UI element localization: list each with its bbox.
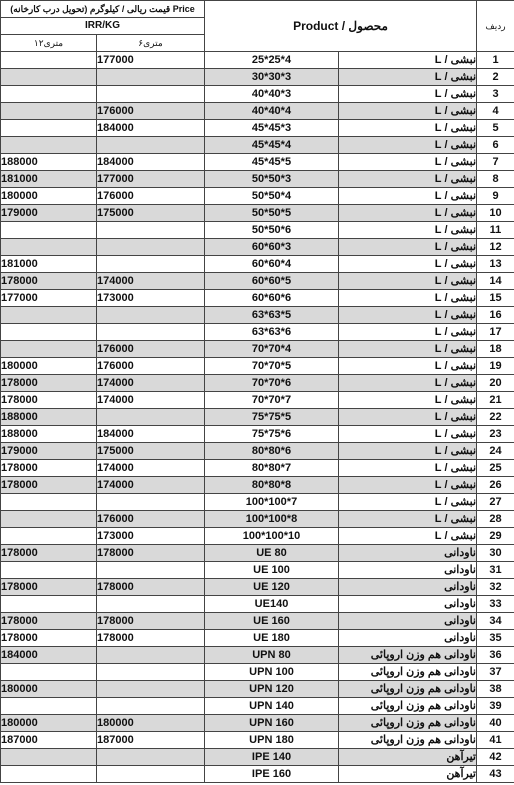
row-number-header: ردیف <box>477 1 514 52</box>
price-6m-cell <box>97 86 205 103</box>
product-name-cell: نبشی / L <box>339 477 477 494</box>
product-size-cell: 75*75*6 <box>205 426 339 443</box>
table-row <box>1 205 514 222</box>
product-name-cell: ناودانی <box>339 545 477 562</box>
price-12m-cell: 178000 <box>1 477 97 494</box>
table-row <box>1 562 514 579</box>
price-6m-cell: 174000 <box>97 460 205 477</box>
row-number-cell: 4 <box>477 103 514 120</box>
product-name-cell: نبشی / L <box>339 290 477 307</box>
row-number-cell: 41 <box>477 732 514 749</box>
price-12m-cell <box>1 341 97 358</box>
product-size-cell: 50*50*3 <box>205 171 339 188</box>
row-number-cell: 36 <box>477 647 514 664</box>
header-row-1 <box>1 1 514 18</box>
row-number-cell: 12 <box>477 239 514 256</box>
product-name-cell: نبشی / L <box>339 324 477 341</box>
row-number-cell: 30 <box>477 545 514 562</box>
price-6m-cell: 178000 <box>97 613 205 630</box>
product-size-cell: UPN 160 <box>205 715 339 732</box>
price-12m-cell: 177000 <box>1 290 97 307</box>
product-name-cell: نبشی / L <box>339 273 477 290</box>
length-12m-header: ۱۲متری <box>1 35 97 52</box>
table-row <box>1 341 514 358</box>
table-row <box>1 749 514 766</box>
price-12m-cell: 178000 <box>1 545 97 562</box>
product-size-cell: 60*60*6 <box>205 290 339 307</box>
row-number-cell: 7 <box>477 154 514 171</box>
row-number-cell: 16 <box>477 307 514 324</box>
price-6m-cell <box>97 562 205 579</box>
row-number-cell: 6 <box>477 137 514 154</box>
row-number-cell: 5 <box>477 120 514 137</box>
product-name-cell: نبشی / L <box>339 222 477 239</box>
price-6m-cell: 174000 <box>97 273 205 290</box>
table-row <box>1 222 514 239</box>
price-12m-cell: 178000 <box>1 375 97 392</box>
product-name-cell: تیرآهن <box>339 766 477 783</box>
price-12m-cell <box>1 664 97 681</box>
price-12m-cell <box>1 222 97 239</box>
product-size-cell: UPN 180 <box>205 732 339 749</box>
row-number-cell: 39 <box>477 698 514 715</box>
product-size-cell: 50*50*5 <box>205 205 339 222</box>
product-size-cell: 80*80*7 <box>205 460 339 477</box>
table-row <box>1 664 514 681</box>
price-12m-cell: 178000 <box>1 392 97 409</box>
row-number-cell: 26 <box>477 477 514 494</box>
product-size-cell: IPE 160 <box>205 766 339 783</box>
product-name-cell: نبشی / L <box>339 341 477 358</box>
price-6m-cell: 178000 <box>97 630 205 647</box>
price-12m-cell <box>1 239 97 256</box>
price-12m-cell: 178000 <box>1 579 97 596</box>
price-6m-cell: 174000 <box>97 392 205 409</box>
row-number-cell: 17 <box>477 324 514 341</box>
product-name-cell: نبشی / L <box>339 103 477 120</box>
table-row <box>1 137 514 154</box>
row-number-cell: 25 <box>477 460 514 477</box>
product-size-cell: 60*60*4 <box>205 256 339 273</box>
price-12m-cell <box>1 494 97 511</box>
product-size-cell: 40*40*3 <box>205 86 339 103</box>
price-6m-cell: 180000 <box>97 715 205 732</box>
product-size-cell: 100*100*8 <box>205 511 339 528</box>
product-name-cell: نبشی / L <box>339 426 477 443</box>
price-12m-cell: 180000 <box>1 358 97 375</box>
price-6m-cell: 184000 <box>97 426 205 443</box>
table-row <box>1 698 514 715</box>
product-size-cell: 45*45*5 <box>205 154 339 171</box>
row-number-cell: 38 <box>477 681 514 698</box>
row-number-cell: 43 <box>477 766 514 783</box>
product-name-cell: نبشی / L <box>339 154 477 171</box>
product-size-cell: 63*63*6 <box>205 324 339 341</box>
table-row <box>1 613 514 630</box>
price-12m-cell: 188000 <box>1 409 97 426</box>
row-number-cell: 32 <box>477 579 514 596</box>
product-size-cell: UPN 80 <box>205 647 339 664</box>
row-number-cell: 23 <box>477 426 514 443</box>
product-name-cell: ناودانی <box>339 596 477 613</box>
price-6m-cell <box>97 137 205 154</box>
price-6m-cell: 178000 <box>97 579 205 596</box>
price-6m-cell: 184000 <box>97 120 205 137</box>
price-header: قیمت ریالی / کیلوگرم (تحویل درب کارخانه) Price <box>1 1 205 18</box>
product-name-cell: نبشی / L <box>339 137 477 154</box>
product-size-cell: 60*60*5 <box>205 273 339 290</box>
price-6m-cell: 173000 <box>97 290 205 307</box>
price-6m-cell <box>97 324 205 341</box>
table-row <box>1 52 514 69</box>
price-12m-cell <box>1 511 97 528</box>
price-12m-cell <box>1 137 97 154</box>
product-name-cell: ناودانی هم وزن اروپائی <box>339 732 477 749</box>
row-number-cell: 24 <box>477 443 514 460</box>
product-name-cell: نبشی / L <box>339 375 477 392</box>
price-6m-cell: 176000 <box>97 103 205 120</box>
product-name-cell: نبشی / L <box>339 52 477 69</box>
table-row <box>1 545 514 562</box>
product-size-cell: 50*50*4 <box>205 188 339 205</box>
table-row <box>1 307 514 324</box>
table-row <box>1 579 514 596</box>
product-name-cell: ناودانی <box>339 613 477 630</box>
product-header: Product / محصول <box>205 1 477 52</box>
product-name-cell: ناودانی <box>339 579 477 596</box>
price-6m-cell: 174000 <box>97 375 205 392</box>
table-row <box>1 443 514 460</box>
table-row <box>1 477 514 494</box>
row-number-cell: 21 <box>477 392 514 409</box>
product-size-cell: 60*60*3 <box>205 239 339 256</box>
row-number-cell: 42 <box>477 749 514 766</box>
product-size-cell: IPE 140 <box>205 749 339 766</box>
price-12m-cell: 178000 <box>1 273 97 290</box>
table-row <box>1 273 514 290</box>
table-row <box>1 596 514 613</box>
table-row <box>1 630 514 647</box>
row-number-cell: 40 <box>477 715 514 732</box>
product-size-cell: 45*45*3 <box>205 120 339 137</box>
price-6m-cell: 175000 <box>97 205 205 222</box>
price-6m-cell <box>97 664 205 681</box>
price-6m-cell: 176000 <box>97 188 205 205</box>
table-row <box>1 290 514 307</box>
price-12m-cell: 181000 <box>1 256 97 273</box>
price-6m-cell: 175000 <box>97 443 205 460</box>
table-row <box>1 409 514 426</box>
price-12m-cell: 184000 <box>1 647 97 664</box>
price-6m-cell <box>97 494 205 511</box>
row-number-cell: 20 <box>477 375 514 392</box>
product-name-cell: ناودانی <box>339 562 477 579</box>
row-number-cell: 37 <box>477 664 514 681</box>
product-size-cell: 70*70*7 <box>205 392 339 409</box>
product-name-cell: نبشی / L <box>339 86 477 103</box>
price-6m-cell: 178000 <box>97 545 205 562</box>
product-size-cell: UE 160 <box>205 613 339 630</box>
product-name-cell: ناودانی هم وزن اروپائی <box>339 647 477 664</box>
price-12m-cell: 179000 <box>1 443 97 460</box>
price-12m-cell: 187000 <box>1 732 97 749</box>
price-12m-cell <box>1 528 97 545</box>
product-name-cell: تیرآهن <box>339 749 477 766</box>
product-name-cell: نبشی / L <box>339 392 477 409</box>
price-6m-cell: 177000 <box>97 52 205 69</box>
price-12m-cell <box>1 69 97 86</box>
product-size-cell: UE 120 <box>205 579 339 596</box>
price-6m-cell <box>97 749 205 766</box>
unit-header: IRR/KG <box>1 18 205 35</box>
product-name-cell: نبشی / L <box>339 239 477 256</box>
table-row <box>1 375 514 392</box>
product-name-cell: ناودانی هم وزن اروپائی <box>339 681 477 698</box>
row-number-cell: 10 <box>477 205 514 222</box>
product-name-cell: نبشی / L <box>339 358 477 375</box>
table-row <box>1 358 514 375</box>
product-size-cell: 30*30*3 <box>205 69 339 86</box>
length-6m-header: ۶متری <box>97 35 205 52</box>
row-number-cell: 28 <box>477 511 514 528</box>
price-6m-cell: 176000 <box>97 358 205 375</box>
row-number-cell: 2 <box>477 69 514 86</box>
row-number-cell: 9 <box>477 188 514 205</box>
price-12m-cell: 178000 <box>1 460 97 477</box>
product-size-cell: 45*45*4 <box>205 137 339 154</box>
table-row <box>1 86 514 103</box>
product-size-cell: UE 180 <box>205 630 339 647</box>
price-6m-cell: 187000 <box>97 732 205 749</box>
table-row <box>1 426 514 443</box>
row-number-cell: 11 <box>477 222 514 239</box>
product-size-cell: UE 80 <box>205 545 339 562</box>
row-number-cell: 13 <box>477 256 514 273</box>
price-6m-cell <box>97 222 205 239</box>
row-number-cell: 14 <box>477 273 514 290</box>
row-number-cell: 33 <box>477 596 514 613</box>
product-size-cell: 70*70*4 <box>205 341 339 358</box>
product-size-cell: 70*70*5 <box>205 358 339 375</box>
price-12m-cell: 188000 <box>1 154 97 171</box>
product-size-cell: UPN 140 <box>205 698 339 715</box>
table-row <box>1 681 514 698</box>
product-name-cell: نبشی / L <box>339 205 477 222</box>
price-12m-cell <box>1 324 97 341</box>
table-row <box>1 528 514 545</box>
product-name-cell: نبشی / L <box>339 511 477 528</box>
table-row <box>1 120 514 137</box>
price-12m-cell <box>1 766 97 783</box>
product-size-cell: 70*70*6 <box>205 375 339 392</box>
price-6m-cell <box>97 766 205 783</box>
table-row <box>1 154 514 171</box>
table-row <box>1 494 514 511</box>
product-name-cell: ناودانی <box>339 630 477 647</box>
price-12m-cell <box>1 562 97 579</box>
price-12m-cell <box>1 120 97 137</box>
product-name-cell: نبشی / L <box>339 120 477 137</box>
table-row <box>1 324 514 341</box>
price-12m-cell <box>1 307 97 324</box>
price-6m-cell: 176000 <box>97 511 205 528</box>
product-size-cell: 100*100*7 <box>205 494 339 511</box>
table-row <box>1 103 514 120</box>
product-name-cell: نبشی / L <box>339 69 477 86</box>
price-6m-cell <box>97 69 205 86</box>
product-size-cell: 100*100*10 <box>205 528 339 545</box>
price-12m-cell <box>1 86 97 103</box>
price-12m-cell <box>1 596 97 613</box>
price-6m-cell <box>97 698 205 715</box>
price-12m-cell: 180000 <box>1 188 97 205</box>
table-row <box>1 256 514 273</box>
row-number-cell: 35 <box>477 630 514 647</box>
product-size-cell: 63*63*5 <box>205 307 339 324</box>
price-12m-cell <box>1 698 97 715</box>
product-size-cell: 25*25*4 <box>205 52 339 69</box>
table-row <box>1 171 514 188</box>
product-name-cell: نبشی / L <box>339 188 477 205</box>
price-6m-cell <box>97 409 205 426</box>
product-name-cell: نبشی / L <box>339 307 477 324</box>
price-6m-cell <box>97 596 205 613</box>
table-row <box>1 69 514 86</box>
row-number-cell: 29 <box>477 528 514 545</box>
price-6m-cell: 184000 <box>97 154 205 171</box>
product-size-cell: UE140 <box>205 596 339 613</box>
row-number-cell: 15 <box>477 290 514 307</box>
price-12m-cell: 181000 <box>1 171 97 188</box>
product-name-cell: نبشی / L <box>339 494 477 511</box>
price-6m-cell: 177000 <box>97 171 205 188</box>
product-size-cell: UE 100 <box>205 562 339 579</box>
price-12m-cell: 180000 <box>1 681 97 698</box>
row-number-cell: 27 <box>477 494 514 511</box>
product-size-cell: 40*40*4 <box>205 103 339 120</box>
row-number-cell: 1 <box>477 52 514 69</box>
price-6m-cell: 176000 <box>97 341 205 358</box>
price-12m-cell: 180000 <box>1 715 97 732</box>
table-row <box>1 732 514 749</box>
price-6m-cell: 173000 <box>97 528 205 545</box>
row-number-cell: 31 <box>477 562 514 579</box>
price-6m-cell <box>97 681 205 698</box>
price-6m-cell <box>97 239 205 256</box>
table-row <box>1 715 514 732</box>
table-row <box>1 647 514 664</box>
row-number-cell: 8 <box>477 171 514 188</box>
row-number-cell: 3 <box>477 86 514 103</box>
product-name-cell: ناودانی هم وزن اروپائی <box>339 664 477 681</box>
product-name-cell: نبشی / L <box>339 256 477 273</box>
row-number-cell: 18 <box>477 341 514 358</box>
product-size-cell: UPN 120 <box>205 681 339 698</box>
product-name-cell: ناودانی هم وزن اروپائی <box>339 698 477 715</box>
product-name-cell: نبشی / L <box>339 460 477 477</box>
table-row <box>1 239 514 256</box>
table-row <box>1 188 514 205</box>
price-12m-cell <box>1 52 97 69</box>
table-row <box>1 511 514 528</box>
table-row <box>1 392 514 409</box>
price-6m-cell <box>97 307 205 324</box>
product-name-cell: نبشی / L <box>339 171 477 188</box>
row-number-cell: 22 <box>477 409 514 426</box>
product-size-cell: 80*80*6 <box>205 443 339 460</box>
product-name-cell: نبشی / L <box>339 528 477 545</box>
product-size-cell: 80*80*8 <box>205 477 339 494</box>
product-size-cell: UPN 100 <box>205 664 339 681</box>
price-12m-cell <box>1 103 97 120</box>
price-12m-cell: 179000 <box>1 205 97 222</box>
price-12m-cell: 178000 <box>1 630 97 647</box>
product-size-cell: 75*75*5 <box>205 409 339 426</box>
table-row <box>1 460 514 477</box>
price-table-body <box>1 1 514 783</box>
product-name-cell: نبشی / L <box>339 409 477 426</box>
product-name-cell: ناودانی هم وزن اروپائی <box>339 715 477 732</box>
price-12m-cell: 178000 <box>1 613 97 630</box>
price-6m-cell <box>97 647 205 664</box>
table-row <box>1 766 514 783</box>
price-12m-cell <box>1 749 97 766</box>
row-number-cell: 34 <box>477 613 514 630</box>
product-name-cell: نبشی / L <box>339 443 477 460</box>
product-size-cell: 50*50*6 <box>205 222 339 239</box>
row-number-cell: 19 <box>477 358 514 375</box>
price-6m-cell: 174000 <box>97 477 205 494</box>
price-12m-cell: 188000 <box>1 426 97 443</box>
price-6m-cell <box>97 256 205 273</box>
